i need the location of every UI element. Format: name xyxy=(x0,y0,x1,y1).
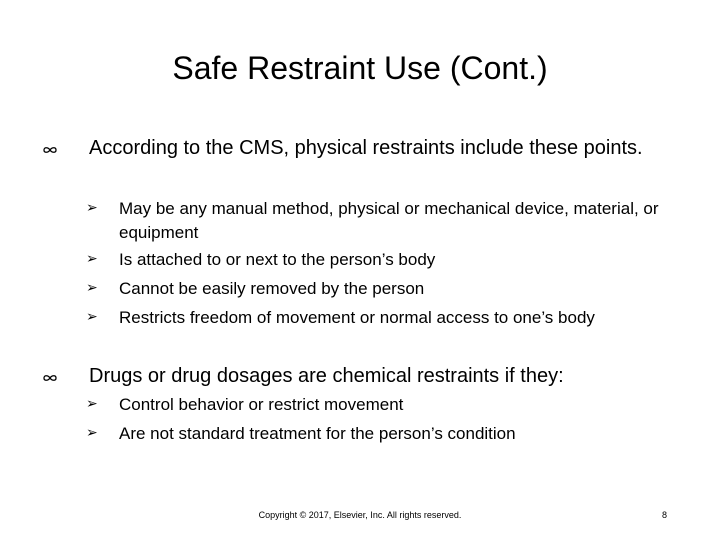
arrow-bullet-icon: ➢ xyxy=(86,279,98,295)
slide-title: Safe Restraint Use (Cont.) xyxy=(172,50,548,86)
sub-bullet-item xyxy=(86,248,666,272)
bullet-item xyxy=(42,136,662,160)
page-number: 8 xyxy=(662,510,668,520)
sub-bullet-text: Cannot be easily removed by the person xyxy=(119,279,425,298)
sub-bullet-text: May be any manual method, physical or mechanical device, material, or equipment xyxy=(119,199,659,242)
infinity-bullet-icon xyxy=(42,370,58,386)
sub-bullet-item xyxy=(86,277,666,301)
sub-bullet-item xyxy=(86,306,666,330)
bullet-text: According to the CMS, physical restraints include these points. xyxy=(89,137,643,159)
bullet-text: Drugs or drug dosages are chemical restraints if they: xyxy=(89,365,564,387)
sub-bullet-item xyxy=(86,393,666,417)
sub-bullet-text: Control behavior or restrict movement xyxy=(119,395,404,414)
infinity-bullet-icon xyxy=(42,142,58,158)
sub-bullet-text: Is attached to or next to the person’s body xyxy=(119,250,436,269)
arrow-bullet-icon: ➢ xyxy=(86,199,98,215)
arrow-bullet-icon: ➢ xyxy=(86,395,98,411)
bullet-item xyxy=(42,364,662,388)
arrow-bullet-icon: ➢ xyxy=(86,250,98,266)
copyright-footer: Copyright © 2017, Elsevier, Inc. All rights reserved. xyxy=(258,510,462,520)
sub-bullet-item xyxy=(86,197,666,245)
sub-bullet-text: Restricts freedom of movement or normal access to one’s body xyxy=(119,308,595,327)
arrow-bullet-icon: ➢ xyxy=(86,424,98,440)
sub-bullet-item xyxy=(86,422,666,446)
sub-bullet-text: Are not standard treatment for the person’s condition xyxy=(119,424,516,443)
arrow-bullet-icon: ➢ xyxy=(86,308,98,324)
